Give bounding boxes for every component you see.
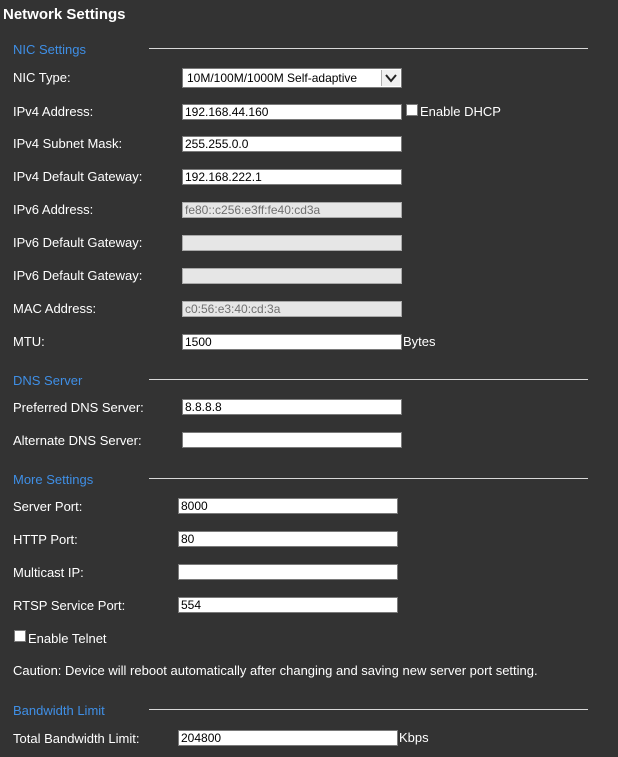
- caution-text: Caution: Device will reboot automatically after changing and saving new server port setting.: [13, 663, 538, 678]
- total-bandwidth-label: Total Bandwidth Limit:: [13, 731, 140, 746]
- total-bandwidth-input[interactable]: 204800: [178, 730, 398, 746]
- ipv4-gateway-input[interactable]: 192.168.222.1: [182, 169, 402, 185]
- nic-type-label: NIC Type:: [13, 70, 71, 85]
- section-divider-dns: [149, 379, 588, 380]
- ipv4-address-label: IPv4 Address:: [13, 104, 94, 119]
- alternate-dns-input[interactable]: [182, 432, 402, 448]
- mtu-input[interactable]: 1500: [182, 334, 402, 350]
- preferred-dns-input[interactable]: 8.8.8.8: [182, 399, 402, 415]
- rtsp-port-input[interactable]: 554: [178, 597, 398, 613]
- ipv6-gateway-input-2: [182, 268, 402, 284]
- http-port-input[interactable]: 80: [178, 531, 398, 547]
- ipv6-address-label: IPv6 Address:: [13, 202, 94, 217]
- server-port-label: Server Port:: [13, 499, 83, 514]
- multicast-ip-label: Multicast IP:: [13, 565, 84, 580]
- enable-dhcp-label: Enable DHCP: [420, 104, 501, 119]
- page-title: Network Settings: [3, 6, 126, 23]
- enable-dhcp-checkbox[interactable]: [406, 104, 418, 116]
- mac-address-input: c0:56:e3:40:cd:3a: [182, 301, 402, 317]
- mtu-unit: Bytes: [403, 334, 436, 349]
- section-title-dns: DNS Server: [13, 373, 83, 388]
- section-title-bandwidth: Bandwidth Limit: [13, 703, 105, 718]
- nic-type-select[interactable]: [182, 68, 402, 88]
- mtu-label: MTU:: [13, 334, 45, 349]
- ipv6-gateway-input-1: [182, 235, 402, 251]
- ipv6-gateway-label-1: IPv6 Default Gateway:: [13, 235, 143, 250]
- chevron-down-icon[interactable]: [381, 70, 400, 86]
- alternate-dns-label: Alternate DNS Server:: [13, 433, 142, 448]
- ipv4-mask-label: IPv4 Subnet Mask:: [13, 136, 123, 151]
- ipv6-address-input: fe80::c256:e3ff:fe40:cd3a: [182, 202, 402, 218]
- server-port-input[interactable]: 8000: [178, 498, 398, 514]
- section-divider-bandwidth: [149, 709, 588, 710]
- section-divider-more: [149, 478, 588, 479]
- enable-telnet-checkbox[interactable]: [14, 630, 26, 642]
- preferred-dns-label: Preferred DNS Server:: [13, 400, 144, 415]
- ipv4-mask-input[interactable]: 255.255.0.0: [182, 136, 402, 152]
- mac-address-label: MAC Address:: [13, 301, 97, 316]
- http-port-label: HTTP Port:: [13, 532, 78, 547]
- ipv4-gateway-label: IPv4 Default Gateway:: [13, 169, 143, 184]
- enable-telnet-label: Enable Telnet: [28, 631, 107, 646]
- rtsp-port-label: RTSP Service Port:: [13, 598, 126, 613]
- ipv4-address-input[interactable]: 192.168.44.160: [182, 104, 402, 120]
- section-title-more: More Settings: [13, 472, 94, 487]
- section-title-nic: NIC Settings: [13, 42, 86, 57]
- multicast-ip-input[interactable]: [178, 564, 398, 580]
- section-divider-nic: [149, 48, 588, 49]
- nic-type-value: 10M/100M/1000M Self-adaptive: [187, 71, 358, 85]
- bandwidth-unit: Kbps: [399, 730, 429, 745]
- ipv6-gateway-label-2: IPv6 Default Gateway:: [13, 268, 143, 283]
